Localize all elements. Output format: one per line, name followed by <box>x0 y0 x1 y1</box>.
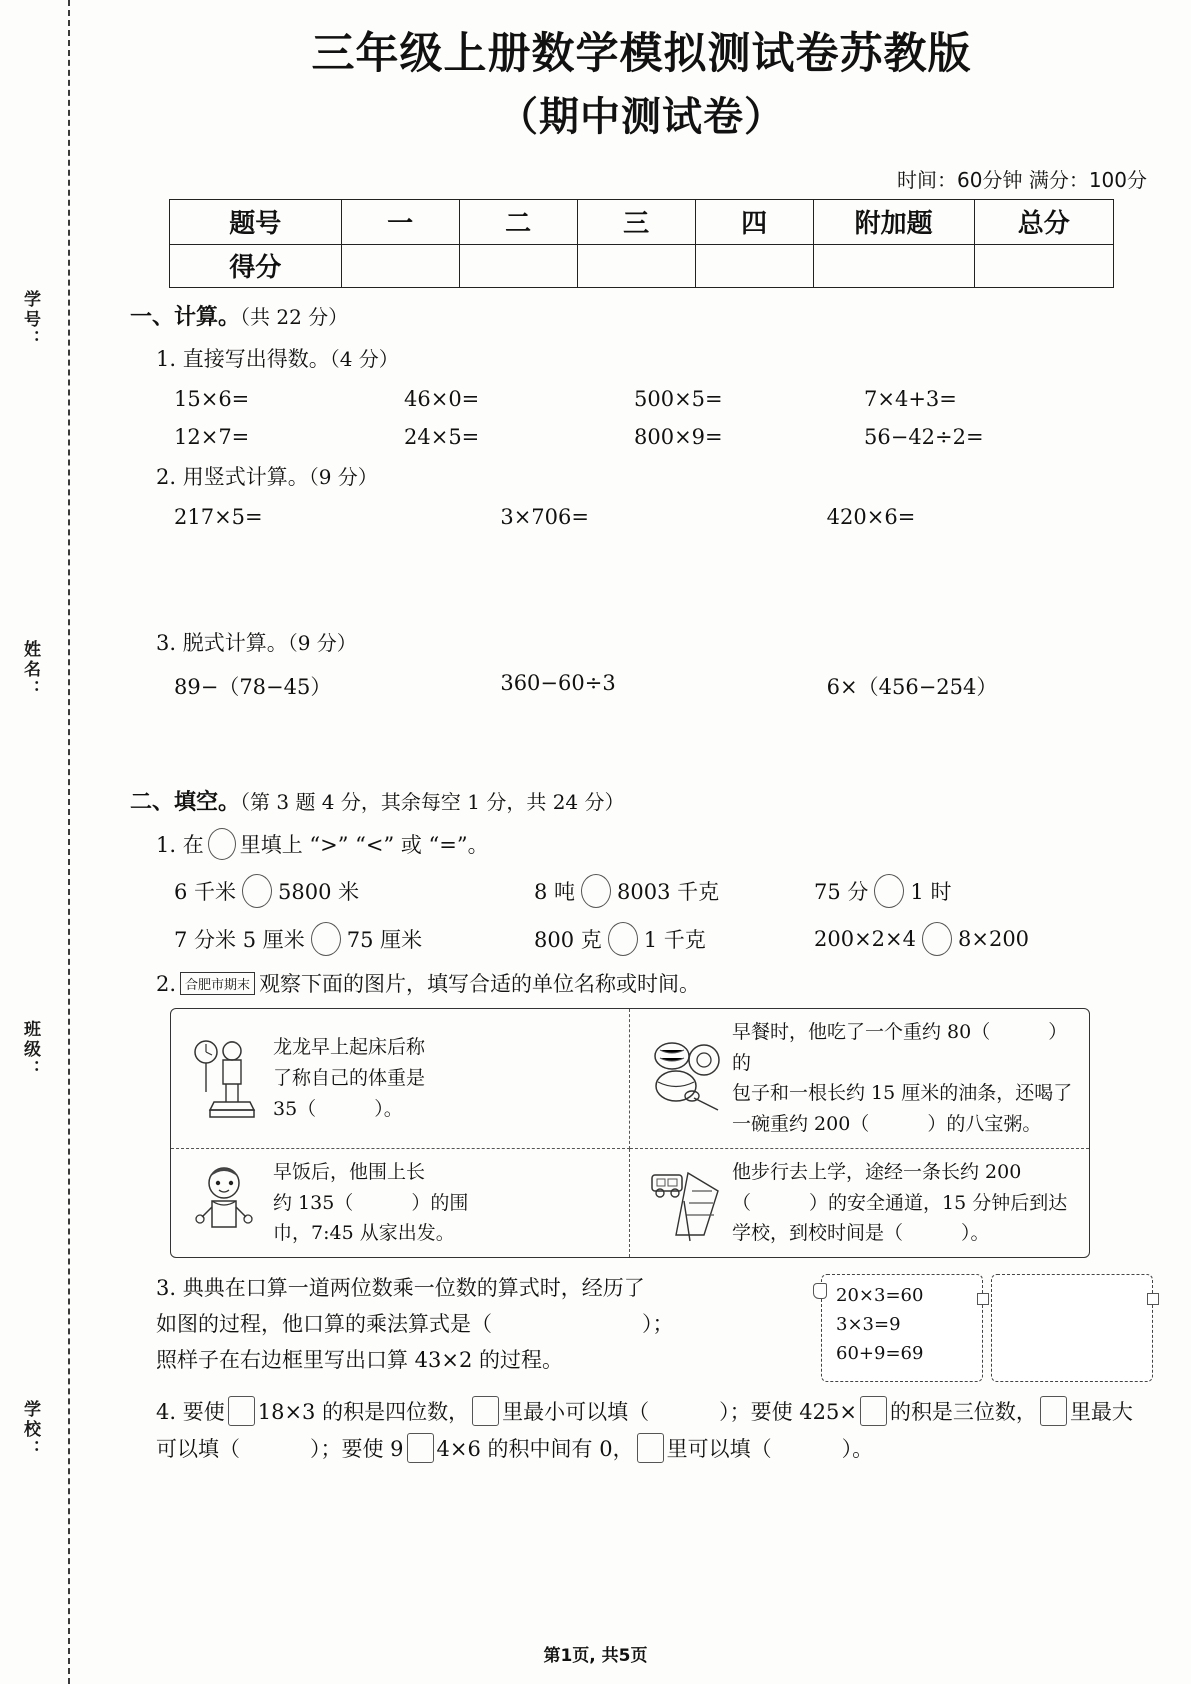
comparison-item <box>814 874 951 908</box>
s2-q4 <box>130 1394 1153 1469</box>
comparison-item <box>534 874 814 908</box>
pic-cell-scarf <box>171 1149 630 1257</box>
line-text: 4×6 的积中间有 0， <box>436 1437 634 1462</box>
compare-left: 6 千米 <box>174 879 237 904</box>
s1-q1-points: （4 分） <box>329 346 399 371</box>
s1-q2-row <box>130 505 1153 529</box>
expression: 24×5= <box>404 424 480 449</box>
line-text: 积是三位数， <box>910 1400 1037 1425</box>
digit-box[interactable] <box>1040 1396 1067 1426</box>
pic-cell-breakfast <box>630 1009 1089 1149</box>
line-suffix: ）的 <box>732 1020 1068 1074</box>
s2-q3 <box>130 1270 1153 1382</box>
line-suffix: ）。 <box>374 1097 403 1120</box>
section-1-points: （共 22 分） <box>240 304 349 329</box>
s2-q3-text <box>156 1270 821 1378</box>
section-2-heading <box>130 785 1153 816</box>
line: 照样子在右边框里写出口算 43×2 的过程。 <box>156 1348 564 1373</box>
line-suffix: ）； <box>642 1312 674 1337</box>
pic-cell-breakfast-text <box>732 1017 1079 1140</box>
s1-q1-row1 <box>130 387 1153 411</box>
section-1-title: 一、计算。 <box>130 303 241 330</box>
expression: 6×（456−254） <box>826 674 998 699</box>
section-2-title: 二、填空。 <box>130 788 241 815</box>
digit-box[interactable] <box>407 1433 434 1463</box>
line-text: ）；要使 425× <box>719 1400 857 1425</box>
s2-q2-label <box>130 968 1153 998</box>
digit-box[interactable] <box>228 1396 255 1426</box>
score-col-1: 一 <box>341 199 459 244</box>
boy-scarf-icon <box>181 1161 273 1245</box>
expression: 12×7= <box>174 424 250 449</box>
breakfast-food-icon <box>640 1036 732 1120</box>
score-cell-2[interactable] <box>459 244 577 287</box>
s1-q1-text: 1. 直接写出得数。 <box>156 346 330 371</box>
s2-q1-label <box>130 828 1153 860</box>
page-title: 三年级上册数学模拟测试卷苏教版 <box>311 29 972 79</box>
line <box>156 1306 821 1342</box>
score-col-3: 三 <box>577 199 695 244</box>
compare-left: 7 分米 5 厘米 <box>174 927 305 952</box>
paper-clip-icon <box>813 1283 827 1299</box>
score-col-extra: 附加题 <box>813 199 974 244</box>
compare-circle-icon[interactable] <box>242 874 272 908</box>
s1-q2-label <box>130 461 1153 491</box>
unit-picture-table <box>170 1008 1090 1258</box>
pic-cell-road <box>630 1149 1089 1257</box>
s1-q2-text: 2. 用竖式计算。 <box>156 464 309 489</box>
compare-circle-icon[interactable] <box>922 922 952 956</box>
margin-label-name: 姓名： <box>20 640 40 700</box>
line-prefix: （ <box>732 1191 752 1214</box>
score-cell-4[interactable] <box>695 244 813 287</box>
compare-left: 75 分 <box>814 879 869 904</box>
line <box>732 1017 1079 1079</box>
expression: 360−60÷3 <box>500 670 616 695</box>
line <box>732 1218 1079 1249</box>
line-prefix: 一碗重约 200（ <box>732 1113 870 1136</box>
compare-circle-icon[interactable] <box>874 874 904 908</box>
line-text: 18×3 的积是四位数， <box>257 1400 470 1425</box>
digit-box[interactable] <box>472 1396 499 1426</box>
s2-q3-note-boxes <box>821 1274 1153 1382</box>
score-col-4: 四 <box>695 199 813 244</box>
compare-circle-icon[interactable] <box>311 922 341 956</box>
s2-q1-text-tail: 里填上 “>” “<” 或 “=”。 <box>239 832 489 857</box>
compare-circle-icon[interactable] <box>581 874 611 908</box>
s2-q1-row2 <box>130 922 1153 956</box>
compare-circle-icon[interactable] <box>608 922 638 956</box>
expression: 46×0= <box>404 386 480 411</box>
note-step: 60+9=69 <box>836 1343 924 1365</box>
exam-page <box>92 0 1191 1684</box>
s2-q2-number: 2. <box>156 971 177 996</box>
line-prefix: 如图的过程，他口算的乘法算式是（ <box>156 1312 492 1337</box>
paper-clip-icon <box>1147 1293 1159 1305</box>
comparison-item <box>174 874 534 908</box>
s1-q3-answer-space[interactable] <box>130 701 1153 773</box>
comparison-item <box>174 922 534 956</box>
line <box>732 1188 1079 1219</box>
page-subtitle: （期中测试卷） <box>498 93 785 140</box>
score-cell-1[interactable] <box>341 244 459 287</box>
line-prefix: 早餐时，他吃了一个重约 80（ <box>732 1020 991 1043</box>
s2-q1-text-lead: 1. 在 <box>156 832 204 857</box>
line-text: ）。 <box>841 1437 874 1462</box>
line-suffix: ）的安全通道，15 分钟后到达 <box>809 1191 1068 1214</box>
line: 早饭后，他围上长 <box>273 1160 426 1183</box>
comparison-item <box>534 922 814 956</box>
compare-right: 8003 千克 <box>617 879 720 904</box>
score-cell-extra[interactable] <box>813 244 974 287</box>
pic-cell-weight-text <box>273 1032 619 1124</box>
margin-label-school: 学校： <box>20 1400 40 1460</box>
pic-cell-scarf-text <box>273 1157 619 1249</box>
line-text: 里可以填（ <box>666 1437 772 1462</box>
digit-box[interactable] <box>860 1396 887 1426</box>
compare-left: 800 克 <box>534 927 602 952</box>
line-text: 里最大可以填（ <box>156 1400 1133 1462</box>
line-suffix: ）。 <box>961 1222 990 1245</box>
s1-q1-label <box>130 343 1153 373</box>
s1-q3-label <box>130 627 1153 657</box>
s1-q2-points: （9 分） <box>308 464 378 489</box>
line-text: ）；要使 9 <box>310 1437 404 1462</box>
compare-right: 1 时 <box>910 879 952 904</box>
expression: 15×6= <box>174 386 250 411</box>
answer-calculation-box[interactable] <box>991 1274 1153 1382</box>
compare-right: 8×200 <box>958 926 1030 951</box>
line: 包子和一根长约 15 厘米的油条，还喝了 <box>732 1082 1073 1105</box>
score-table-row-label-number: 题号 <box>170 199 342 244</box>
comparison-item <box>814 922 1029 956</box>
line-text: 里最小可以填（ <box>502 1400 650 1425</box>
line <box>273 1188 619 1219</box>
s2-q1-row1 <box>130 874 1153 908</box>
compare-left: 8 吨 <box>534 879 576 904</box>
line-prefix: 35（ <box>273 1097 317 1120</box>
pic-cell-road-text <box>732 1157 1079 1249</box>
s2-q2-text: 观察下面的图片，填写合适的单位名称或时间。 <box>259 971 701 996</box>
s1-q2-answer-space[interactable] <box>130 529 1153 615</box>
score-col-total: 总分 <box>974 199 1113 244</box>
expression: 217×5= <box>174 504 263 529</box>
section-1-heading <box>130 300 1153 331</box>
margin-label-class: 班级： <box>20 1020 40 1080</box>
score-cell-total[interactable] <box>974 244 1113 287</box>
line: 他步行去上学，途经一条长约 200 <box>732 1160 1022 1183</box>
s1-q3-points: （9 分） <box>287 630 357 655</box>
expression: 420×6= <box>826 504 916 529</box>
s1-q3-row <box>130 671 1153 701</box>
compare-right: 75 厘米 <box>346 927 423 952</box>
example-calculation-box <box>821 1274 983 1382</box>
dashed-cut-line <box>68 0 70 1684</box>
line-text: 的 <box>889 1400 911 1425</box>
page-footer: 第1页, 共5页 <box>543 1646 648 1666</box>
line-suffix: ）的八宝粥。 <box>927 1113 1042 1136</box>
expression: 800×9= <box>634 424 723 449</box>
digit-box[interactable] <box>637 1433 664 1463</box>
expression: 56−42÷2= <box>864 424 984 449</box>
source-badge: 合肥市期末 <box>180 972 255 995</box>
line <box>732 1109 1079 1140</box>
pic-cell-weight <box>171 1009 630 1149</box>
compare-right: 5800 米 <box>278 879 360 904</box>
score-table-header-row <box>170 199 1114 244</box>
expression: 89−（78−45） <box>174 674 332 699</box>
line: 了称自己的体重是 <box>273 1066 426 1089</box>
s1-q1-row2 <box>130 425 1153 449</box>
line-prefix: 学校，到校时间是（ <box>732 1222 904 1245</box>
score-table <box>169 199 1114 288</box>
binding-margin <box>0 0 90 1684</box>
line-suffix: ）的围 <box>411 1191 469 1214</box>
score-table-score-row <box>170 244 1114 287</box>
paper-clip-icon <box>977 1293 989 1305</box>
expression: 3×706= <box>500 504 589 529</box>
section-2-points: （第 3 题 4 分，其余每空 1 分，共 24 分） <box>240 789 625 814</box>
note-step: 3×3=9 <box>836 1314 901 1336</box>
note-step: 20×3=60 <box>836 1285 924 1307</box>
road-crossing-icon <box>640 1161 732 1245</box>
line: 龙龙早上起床后称 <box>273 1036 426 1059</box>
line <box>273 1094 619 1125</box>
compare-right: 1 千克 <box>643 927 706 952</box>
line: 巾，7:45 从家出发。 <box>273 1222 455 1245</box>
s1-q3-text: 3. 脱式计算。 <box>156 630 288 655</box>
exam-meta-info: 时间：60分钟 满分：100分 <box>897 167 1147 192</box>
margin-label-student-id: 学号： <box>20 290 40 350</box>
score-table-row-label-score: 得分 <box>170 244 342 287</box>
line: 3. 典典在口算一道两位数乘一位数的算式时，经历了 <box>156 1276 645 1301</box>
line-prefix: 约 135（ <box>273 1191 354 1214</box>
expression: 7×4+3= <box>864 386 957 411</box>
score-cell-3[interactable] <box>577 244 695 287</box>
line-text: 4. 要使 <box>156 1400 225 1425</box>
boy-on-scale-icon <box>181 1036 273 1120</box>
compare-left: 200×2×4 <box>814 926 916 951</box>
expression: 500×5= <box>634 386 723 411</box>
compare-circle-icon[interactable] <box>208 828 236 860</box>
score-col-2: 二 <box>459 199 577 244</box>
